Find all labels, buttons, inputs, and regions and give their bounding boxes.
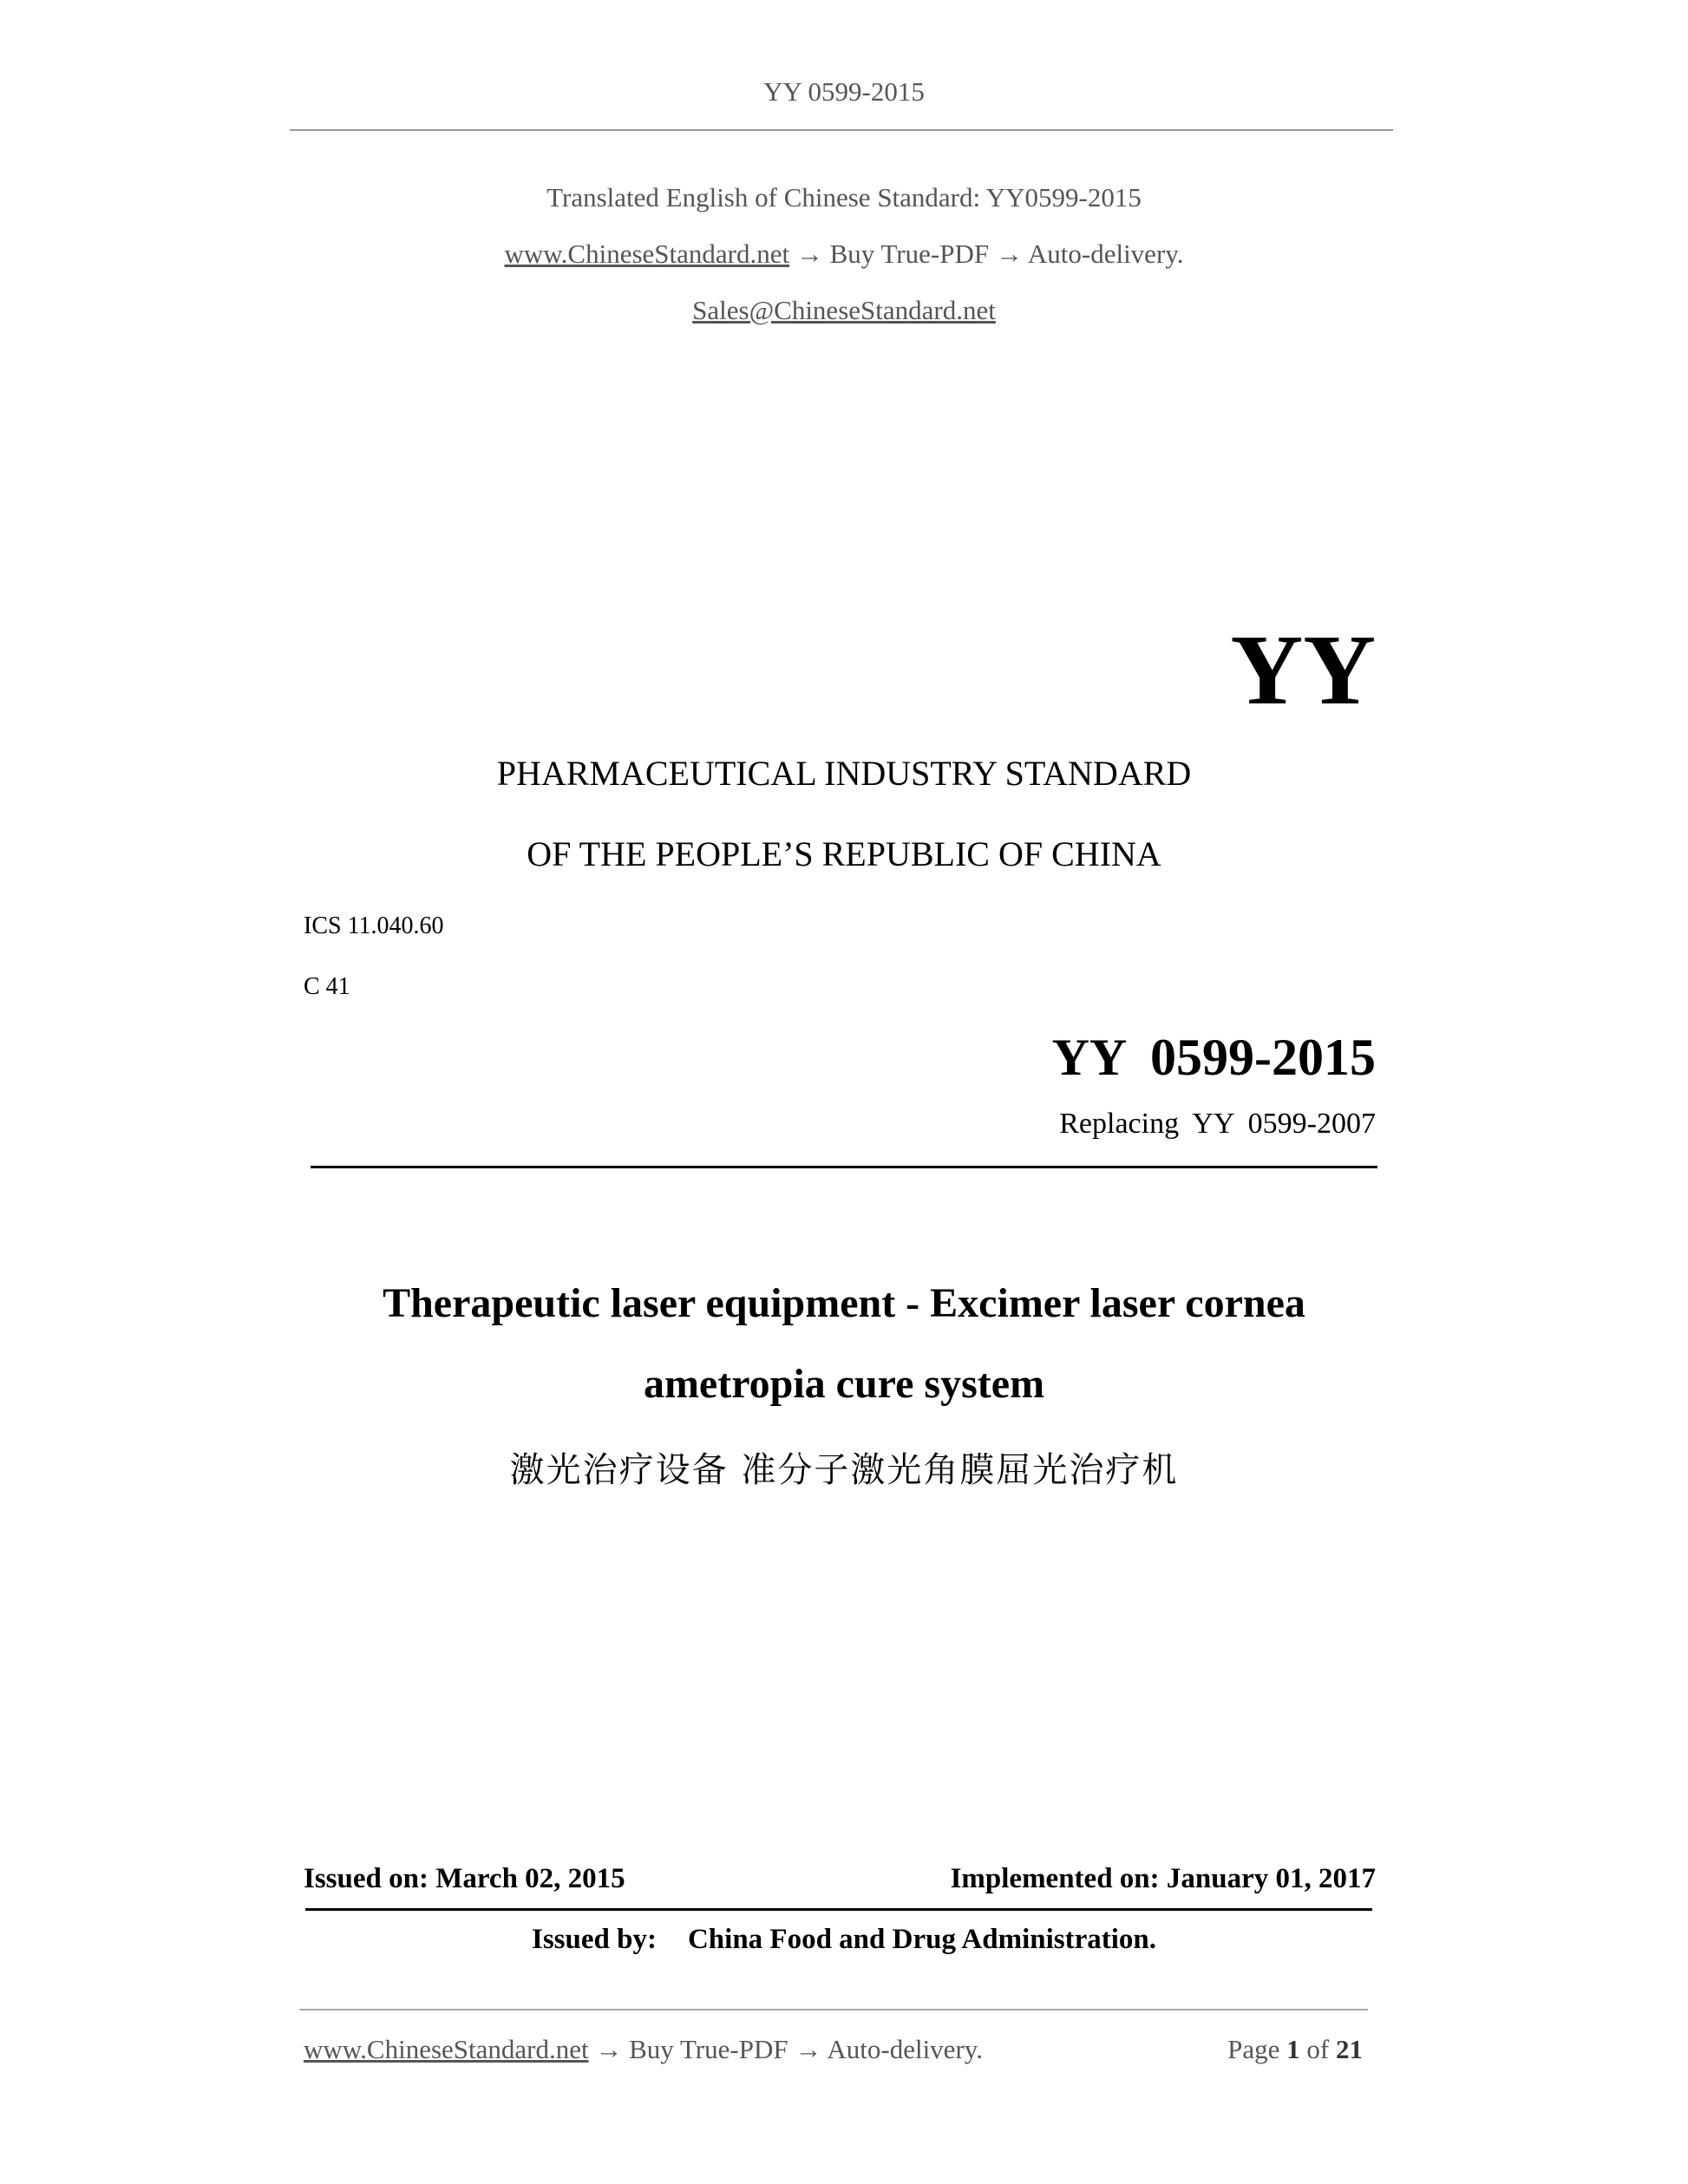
main-divider: [311, 1166, 1377, 1168]
dates-divider: [305, 1908, 1372, 1911]
industry-standard-line2: OF THE PEOPLE’S REPUBLIC OF CHINA: [527, 834, 1161, 873]
buy-line: [0, 239, 1688, 270]
page-label: Page: [1227, 2034, 1280, 2064]
replacing-standard: Replacing YY 0599-2007: [1059, 1108, 1376, 1140]
sales-line: [0, 295, 1688, 326]
ccs-code: C 41: [304, 973, 350, 1000]
footer-divider: [299, 2009, 1368, 2011]
buy-text: → Buy True-PDF → Auto-delivery.: [789, 239, 1184, 269]
issued-by: [0, 1924, 1688, 1956]
issued-on: Issued on: March 02, 2015: [304, 1863, 625, 1894]
title-line1: Therapeutic laser equipment - Excimer laser cornea: [383, 1280, 1305, 1326]
title-line2: ametropia cure system: [643, 1361, 1045, 1407]
sales-email-link[interactable]: Sales@ChineseStandard.net: [692, 295, 996, 325]
ics-code: ICS 11.040.60: [304, 912, 444, 939]
standard-number: YY 0599-2015: [1051, 1029, 1376, 1086]
title-chinese: 激光治疗设备 准分子激光角膜屈光治疗机: [509, 1450, 1179, 1490]
implemented-on: Implemented on: January 01, 2017: [950, 1863, 1376, 1894]
header-divider: [290, 129, 1393, 131]
of-label: of: [1306, 2034, 1330, 2064]
page-total: 21: [1336, 2034, 1363, 2064]
issued-by-value: China Food and Drug Administration.: [687, 1924, 1157, 1955]
footer-buy-line: [304, 2034, 983, 2065]
footer-site-link[interactable]: www.ChineseStandard.net: [304, 2034, 589, 2064]
running-header: YY 0599-2015: [763, 76, 925, 107]
page-number: 1: [1286, 2034, 1300, 2064]
translated-notice: Translated English of Chinese Standard: YY0599-2015: [546, 182, 1142, 213]
industry-standard-line1: PHARMACEUTICAL INDUSTRY STANDARD: [496, 754, 1192, 793]
issued-by-label: Issued by:: [531, 1924, 657, 1955]
page-indicator: [1227, 2034, 1363, 2065]
site-link[interactable]: www.ChineseStandard.net: [504, 239, 790, 269]
footer-buy-text: → Buy True-PDF → Auto-delivery.: [588, 2034, 983, 2064]
yy-logo: YY: [1230, 615, 1376, 726]
